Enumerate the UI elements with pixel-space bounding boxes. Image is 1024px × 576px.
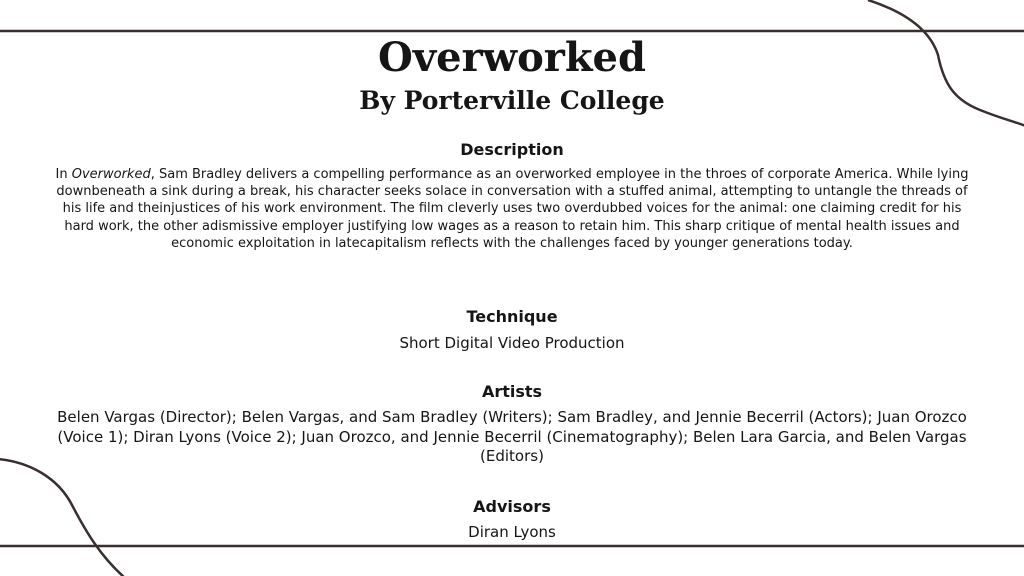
- description-text: [52, 166, 972, 252]
- page-title: Overworked: [378, 34, 646, 81]
- page-subtitle: By Porterville College: [359, 86, 665, 115]
- technique-heading: Technique: [466, 307, 558, 326]
- description-lead: In: [55, 167, 72, 182]
- advisors-heading: Advisors: [473, 497, 551, 516]
- bottom-left-curve: [0, 459, 125, 576]
- film-title: Overworked: [71, 167, 151, 182]
- advisors-value: Diran Lyons: [468, 523, 556, 541]
- description-body: , Sam Bradley delivers a compelling performance as an overworked employee in the throes of corporate America. While lying downbeneath a sink during a break, his character seeks solace in conversation with a stuffed animal, attempting to untangle the threads of his life and theinjustices of his work environment. The film cleverly uses two overdubbed voices for the animal: one claiming credit for his hard work, the other adismissive employer justifying low wages as a reason to retain him. This sharp critique of mental health issues and economic exploitation in latecapitalism reflects with the challenges faced by younger generations today.: [56, 167, 969, 251]
- artists-heading: Artists: [481, 382, 543, 401]
- artists-value: Belen Vargas (Director); Belen Vargas, and Sam Bradley (Writers); Sam Bradley, and Jennie Becerril (Actors); Juan Orozco (Voice 1); Diran Lyons (Voice 2); Juan Orozco, and Jennie Becerril (Cinematography); Belen Lara Garcia, and Belen Vargas (Editors): [57, 408, 967, 465]
- description-heading: Description: [460, 140, 564, 159]
- technique-value: Short Digital Video Production: [399, 334, 625, 352]
